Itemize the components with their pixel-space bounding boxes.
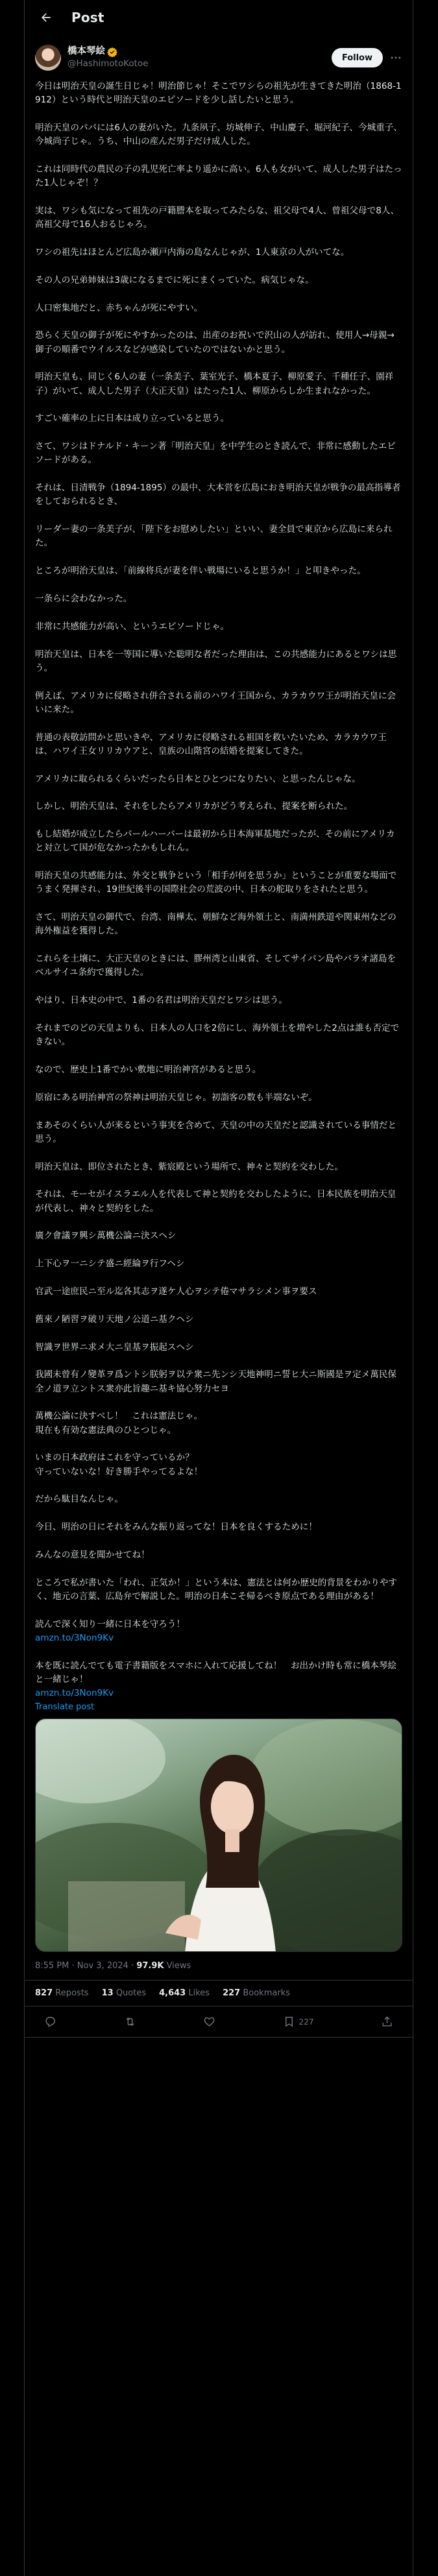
post-paragraph: 明治天皇は、日本を一等国に導いた聡明な者だった理由は、この共感能力にあるとワシは思う。 — [35, 649, 397, 673]
post-paragraph: これらを土壌に、大正天皇のときには、膠州湾と山東省、そしてサイパン島やパラオ諸島をベルサイユ条約で獲得した。 — [35, 954, 396, 978]
reposts-count: 827 — [35, 1988, 53, 1999]
top-bar — [25, 0, 413, 34]
bookmarks-label: Bookmarks — [243, 1988, 290, 1999]
post-paragraph: 智識ヲ世界ニ求メ大ニ皇基ヲ振起スヘシ — [35, 1342, 194, 1353]
post-photo[interactable] — [35, 1718, 402, 1952]
author-names — [67, 45, 332, 70]
post-time[interactable]: 8:55 PM — [35, 1961, 69, 1971]
post-paragraph: いまの日本政府はこれを守っているか？ 守っていないな！好き勝手やってるよな！ — [35, 1452, 203, 1477]
likes-count: 4,643 — [159, 1988, 186, 1999]
post-paragraph: しかし、明治天皇は、それをしたらアメリカがどう考えられ、提案を断られた。 — [35, 801, 353, 812]
post-paragraph: 今日、明治の日にそれをみんな振り返ってな！日本を良くするために！ — [35, 1522, 317, 1533]
post-paragraph: なので、歴史上1番でかい敷地に明治神宮があると思う。 — [35, 1064, 262, 1075]
post-paragraph: 明治天皇も、同じく6人の妻（一条美子、葉室光子、橋本夏子、柳原愛子、千種任子、園祥子）がいて、成人した男子（大正天皇）はたった1人、柳原からしか生まれなかった。 — [35, 372, 394, 396]
bookmark-button[interactable] — [283, 2016, 314, 2028]
reply-button[interactable] — [44, 2016, 56, 2028]
page-title: Post — [71, 9, 104, 25]
share-icon — [381, 2016, 393, 2028]
avatar[interactable] — [35, 45, 61, 71]
post-paragraph: 明治天皇は、即位されたとき、紫宸殿という場所で、神々と契約を交わした。 — [35, 1161, 343, 1172]
reposts-label: Reposts — [55, 1988, 89, 1999]
like-icon — [203, 2016, 215, 2028]
post-paragraph: 例えば、アメリカに侵略され併合される前のハワイ王国から、カラカウワ王が明治天皇に会いに来た。 — [35, 690, 396, 715]
post-paragraph: 恐らく天皇の御子が死にやすかったのは、出産のお祝いで沢山の人が訪れ、使用人→母親→御子の順番でウイルスなどが感染していたのではないかと思う。 — [35, 330, 395, 355]
likes-label: Likes — [188, 1988, 210, 1999]
amazon-link[interactable]: amzn.to/3Non9Kv — [35, 1632, 114, 1643]
post-paragraph: さて、明治天皇の御代で、台湾、南樺太、朝鮮など海外領土と、南満州鉄道や関東州などの海外権益を獲得した。 — [35, 912, 396, 937]
reply-icon — [44, 2016, 56, 2028]
post-paragraph: 実は、ワシも気になって祖先の戸籍謄本を取ってみたらな、祖父母で4人、曾祖父母で8人、高祖父母で16人おるじゃろ。 — [35, 206, 400, 230]
post-paragraph: ところで私が書いた「われ、正気か！」という本は、憲法とは何か歴史的背景をわかりやすく、地元の言葉、広島弁で解説した。明治の日本こそ帰るべき原点である理由がある！ — [35, 1577, 398, 1602]
post-text — [25, 73, 413, 1712]
bookmarks-stat[interactable] — [223, 1988, 290, 1998]
post-paragraphs — [35, 80, 402, 1631]
post-paragraph: 読んで深く知り一緒に日本を守ろう！ — [35, 1619, 186, 1630]
post-paragraph: それは、日清戦争（1894-1895）の最中、大本営を広島におき明治天皇が戦争の最高指導者をしておられるとき、 — [35, 483, 401, 507]
post-paragraph: 官武一途庶民ニ至ル迄各其志ヲ遂ケ人心ヲシテ倦マサラシメン事ヲ要ス — [35, 1286, 317, 1297]
bookmark-icon — [283, 2016, 295, 2028]
post-paragraph: 今日は明治天皇の誕生日じゃ！明治節じゃ！そこでワシらの祖先が生きてきた明治（1868-1912）という時代と明治天皇のエピソードを少し話したいと思う。 — [35, 81, 402, 106]
repost-icon — [124, 2016, 136, 2028]
post-paragraph: アメリカに取られるくらいだったら日本とひとつになりたい、と思ったんじゃな。 — [35, 773, 361, 784]
author-row — [25, 34, 413, 73]
post-paragraph: それは、モーセがイスラエル人を代表して神と契約を交わしたように、日本民族を明治天皇が代表し、神々と契約をした。 — [35, 1189, 396, 1214]
post-paragraph: 本を既に読んでても電子書籍版をスマホに入れて応援してね！ お出かけ時も常に橋本琴絵と一緒じゃ！ — [35, 1660, 397, 1685]
post-paragraph: 人口密集地だと、赤ちゃんが死にやすい。 — [35, 302, 203, 313]
post-paragraph: 非常に共感能力が高い、というエピソードじゃ。 — [35, 621, 230, 632]
post-meta: 8:55 PM · Nov 3, 2024 · 97.9K Views — [25, 1952, 413, 1980]
post-paragraph: それまでのどの天皇よりも、日本人の人口を2倍にし、海外領土を増やした2点は誰も否定できない。 — [35, 1022, 400, 1048]
post-paragraph: これは同時代の農民の子の乳児死亡率より遥かに高い。6人も女がいて、成人した男子はたった1人じゃぞ！？ — [35, 164, 402, 189]
portrait-image — [36, 1719, 402, 1952]
post-paragraph: だから駄目なんじゃ。 — [35, 1494, 123, 1505]
amazon-link[interactable]: amzn.to/3Non9Kv — [35, 1688, 114, 1699]
follow-button[interactable]: Follow — [332, 48, 383, 67]
engagement-stats — [25, 1980, 413, 2006]
post-paragraph: 萬機公論に決すべし！ これは憲法じゃ。 現在も有効な憲法典のひとつじゃ。 — [35, 1411, 203, 1436]
author-display-name[interactable] — [67, 45, 332, 58]
post-paragraph: 廣ク會議ヲ興シ萬機公論ニ決スヘシ — [35, 1231, 176, 1242]
post-paragraph: さて、ワシはドナルド・キーン著「明治天皇」を中学生のとき読んで、非常に感動したエピソードがある。 — [35, 441, 396, 466]
post-paragraph: みんなの意見を聞かせてね！ — [35, 1549, 150, 1560]
author-name-text: 橋本琴絵 — [67, 46, 105, 56]
post-paragraph: まあそのくらい人が来るという事実を含めて、天皇の中の天皇だと認識されている事情だと思う。 — [35, 1120, 397, 1144]
post-paragraph: 一条らに会わなかった。 — [35, 593, 132, 604]
translate-post-link[interactable]: Translate post — [35, 1702, 95, 1713]
post-paragraph: 上下心ヲ一ニシテ盛ニ經綸ヲ行フヘシ — [35, 1258, 185, 1270]
action-bar — [25, 2006, 413, 2038]
author-handle[interactable]: @HashimotoKotoe — [67, 58, 149, 69]
verified-badge-icon — [107, 47, 117, 57]
post-paragraph: 原宿にある明治神宮の祭神は明治天皇じゃ。初詣客の数も半端ないぞ。 — [35, 1092, 317, 1103]
post-paragraph: ワシの祖先はほとんど広島か瀬戸内海の島なんじゃが、1人東京の人がいてな。 — [35, 247, 350, 258]
more-icon[interactable] — [389, 51, 402, 64]
post-paragraph: 我國未曾有ノ變革ヲ爲ントシ朕躬ヲ以テ衆ニ先ンシ天地神明ニ誓ヒ大ニ斯國是ヲ定メ萬民保全ノ道ヲ立ントス衆亦此旨趣ニ基キ協心努力セヨ — [35, 1369, 397, 1394]
quotes-label: Quotes — [116, 1988, 147, 1999]
post-paragraph: 明治天皇のパパには6人の妻がいた。九条夙子、坊城伸子、中山慶子、堀河紀子、今城重子、今城尚子じゃ。うち、中山の産んだ男子だけ成人した。 — [35, 123, 402, 147]
post-paragraph: やはり、日本史の中で、1番の名君は明治天皇だとワシは思う。 — [35, 995, 287, 1006]
likes-stat[interactable] — [159, 1988, 210, 1998]
post-column — [24, 0, 413, 2576]
post-paragraph: 明治天皇の共感能力は、外交と戦争という「相手が何を思うか」ということが重要な場面でうまく発揮され、19世紀後半の国際社会の荒波の中、日本の舵取りをされたと思う。 — [35, 871, 397, 895]
views-label: Views — [166, 1961, 191, 1971]
bookmarks-count: 227 — [223, 1988, 241, 1999]
post-paragraph: もし結婚が成立したらパールハーバーは最初から日本海軍基地だったが、その前にアメリカと対立して国が危なかったかもしれん。 — [35, 829, 395, 854]
post-paragraph: 普通の表敬訪問かと思いきや、アメリカに侵略される祖国を救いたいため、カラカウワ王は、ハワイ王女リリカウアと、皇族の山階宮の結婚を提案してきた。 — [35, 732, 387, 756]
views-count: 97.9K — [136, 1961, 164, 1971]
like-button[interactable] — [203, 2016, 215, 2028]
post-paragraph: すごい確率の上に日本は成り立っていると思う。 — [35, 413, 230, 424]
post-paragraph: ところが明治天皇は、「前線将兵が妻を伴い戦場にいると思うか！」と叩きやった。 — [35, 566, 366, 577]
quotes-count: 13 — [101, 1988, 114, 1999]
back-button[interactable] — [35, 6, 57, 29]
quotes-stat[interactable] — [102, 1988, 147, 1998]
post-date[interactable]: Nov 3, 2024 — [77, 1961, 128, 1971]
back-arrow-icon — [40, 11, 53, 24]
post-paragraph: その人の兄弟姉妹は3歳になるまでに死にまくっていた。病気じゃな。 — [35, 274, 314, 285]
share-button[interactable] — [381, 2016, 393, 2028]
post-paragraph: 舊來ノ陋習ヲ破リ天地ノ公道ニ基クヘシ — [35, 1314, 194, 1325]
reposts-stat[interactable] — [35, 1988, 89, 1998]
repost-button[interactable] — [124, 2016, 136, 2028]
bookmark-count: 227 — [298, 2017, 314, 2027]
post-paragraph: リーダー妻の一条美子が、「陛下をお慰めしたい」といい、妻全員で東京から広島に来られた。 — [35, 524, 393, 549]
